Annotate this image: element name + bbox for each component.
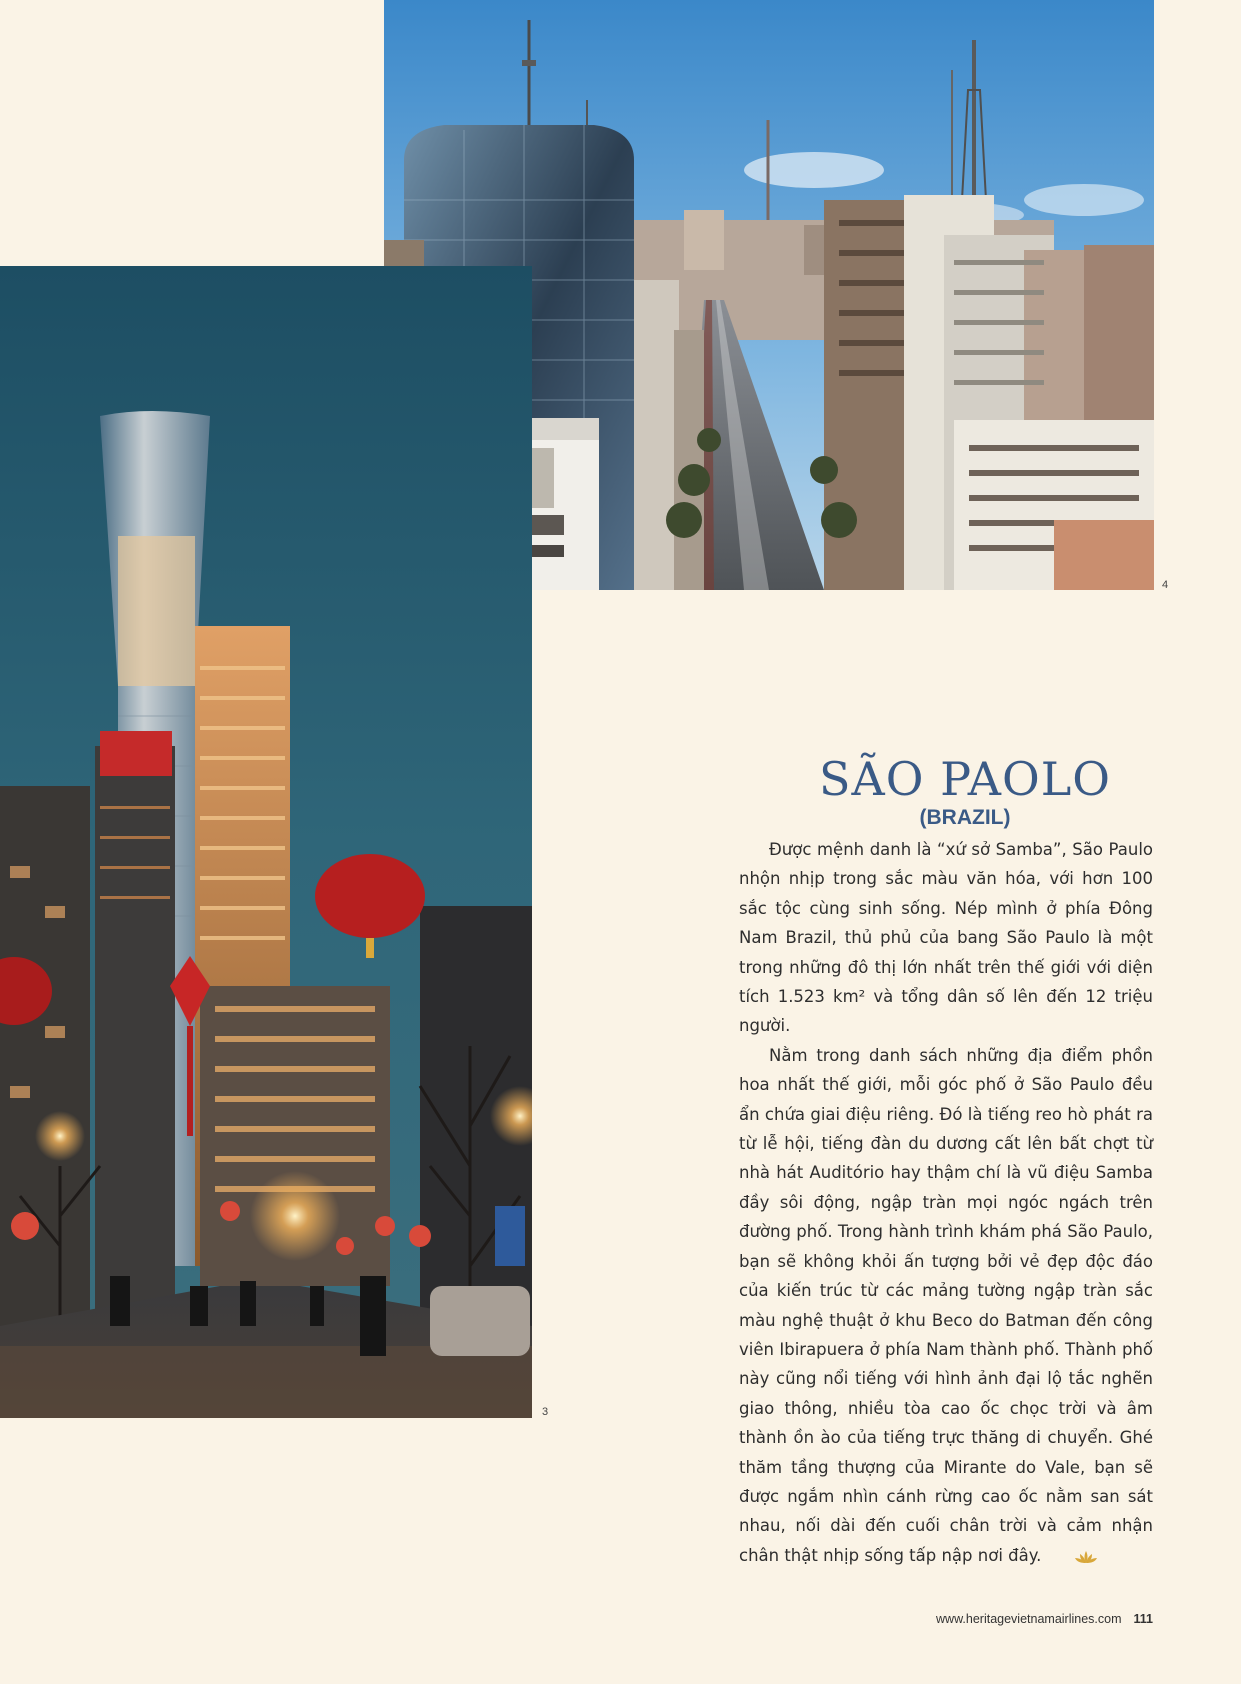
- footer-website-link[interactable]: www.heritagevietnamairlines.com: [936, 1612, 1122, 1626]
- article-body: [739, 835, 1153, 1573]
- page-number: 111: [1133, 1612, 1153, 1626]
- article-paragraph-text: Nằm trong danh sách những địa điểm phồn hoa nhất thế giới, mỗi góc phố ở São Paulo đều ẩn chứa giai điệu riêng. Đó là tiếng reo hò phát ra từ lễ hội, tiếng đàn du dương cất lên bất chợt từ nhà hát Auditório hay thậm chí là vũ điệu Samba đầy sôi động, ngập tràn mọi ngóc ngách trên đường phố. Trong hành trình khám phá São Paulo, bạn sẽ không khỏi ấn tượng bởi vẻ đẹp độc đáo của kiến trúc từ các mảng tường ngập tràn sắc màu nghệ thuật ở khu Beco do Batman đến công viên Ibirapuera ở phía Nam thành phố. Thành phố này cũng nổi tiếng với hình ảnh đại lộ tắc nghẽn giao thông, nhiều tòa cao ốc chọc trời và âm thành ồn ào của tiếng trực thăng di chuyển. Ghé thăm tầng thượng của Mirante do Vale, bạn sẽ được ngắm nhìn cánh rừng cao ốc nằm san sát nhau, nối dài đến cuối chân trời và cảm nhận chân thật nhịp sống tấp nập nơi đây.: [739, 1045, 1153, 1565]
- article-title: SÃO PAOLO: [819, 752, 1111, 806]
- photo-4-caption-number: 4: [1162, 579, 1169, 591]
- article-paragraph: [739, 1041, 1153, 1573]
- article-paragraph: Được mệnh danh là “xứ sở Samba”, São Paulo nhộn nhịp trong sắc màu văn hóa, với hơn 100 sắc tộc cùng sinh sống. Nép mình ở phía Đông Nam Brazil, thủ phủ của bang São Paulo là một trong những đô thị lớn nhất trên thế giới với diện tích 1.523 km² và tổng dân số lên đến 12 triệu người.: [739, 840, 1153, 1036]
- beijing-night-photo: [0, 266, 532, 1418]
- page-footer: [936, 1612, 1153, 1626]
- lotus-icon: [1045, 1544, 1097, 1573]
- article-subtitle: (BRAZIL): [919, 806, 1011, 829]
- photo-3-caption-number: 3: [542, 1406, 549, 1418]
